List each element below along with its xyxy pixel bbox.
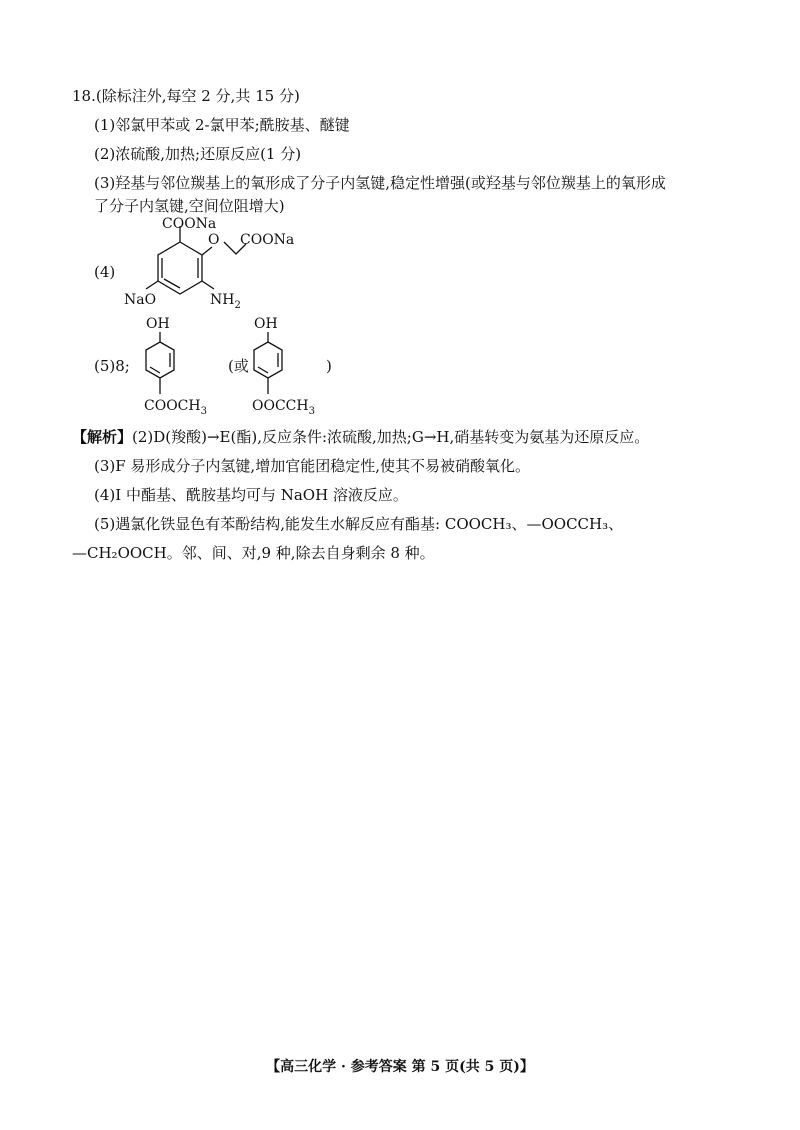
nao-label: NaO	[124, 292, 157, 308]
ooc-ch3-label: $OOCCH_3$	[252, 398, 315, 417]
coona-side-label: COONa	[240, 232, 295, 248]
analysis-2	[72, 427, 649, 447]
answer-4-label: (4)	[94, 263, 116, 281]
answer-5-or-close: )	[326, 357, 332, 375]
answer-5-structure-a	[138, 314, 228, 418]
question-header: 18.(除标注外,每空 2 分,共 15 分)	[72, 87, 300, 105]
answer-5-or-open: (或	[228, 357, 249, 375]
analysis-3: (3)F 易形成分子内氢键,增加官能团稳定性,使其不易被硝酸氧化。	[94, 457, 530, 475]
ether-o-label: O	[208, 232, 220, 248]
nh2-label: $NH_2$	[210, 292, 241, 311]
answer-5-structure-b	[246, 314, 336, 418]
answer-1: (1)邻氯甲苯或 2-氯甲苯;酰胺基、醚键	[94, 116, 350, 134]
analysis-2-text: (2)D(羧酸)→E(酯),反应条件:浓硫酸,加热;G→H,硝基转变为氨基为还原反应。	[132, 428, 650, 446]
analysis-5-line-1: (5)遇氯化铁显色有苯酚结构,能发生水解反应有酯基: COOCH₃、—OOCCH₃、	[94, 515, 624, 533]
page-footer: 【高三化学 · 参考答案 第 5 页(共 5 页)】	[266, 1059, 534, 1075]
coo-ch3-label: $COOCH_3$	[144, 398, 207, 417]
answer-2: (2)浓硫酸,加热;还原反应(1 分)	[94, 145, 302, 163]
oh-label-a: OH	[146, 316, 170, 332]
oh-label-b: OH	[254, 316, 278, 332]
analysis-4: (4)I 中酯基、酰胺基均可与 NaOH 溶液反应。	[94, 486, 408, 504]
benzene-ring-4	[158, 242, 202, 294]
coona-top-label: COONa	[162, 216, 217, 232]
answer-4-structure	[120, 214, 330, 314]
analysis-tag: 【解析】	[72, 428, 133, 446]
analysis-5-line-2: —CH₂OOCH。邻、间、对,9 种,除去自身剩余 8 种。	[72, 544, 435, 562]
answer-3-line-2: 了分子内氢键,空间位阻增大)	[94, 197, 285, 215]
answer-3-line-1: (3)羟基与邻位羰基上的氧形成了分子内氢键,稳定性增强(或羟基与邻位羰基上的氧形成	[94, 174, 666, 192]
answer-5-label: (5)8;	[94, 357, 130, 375]
